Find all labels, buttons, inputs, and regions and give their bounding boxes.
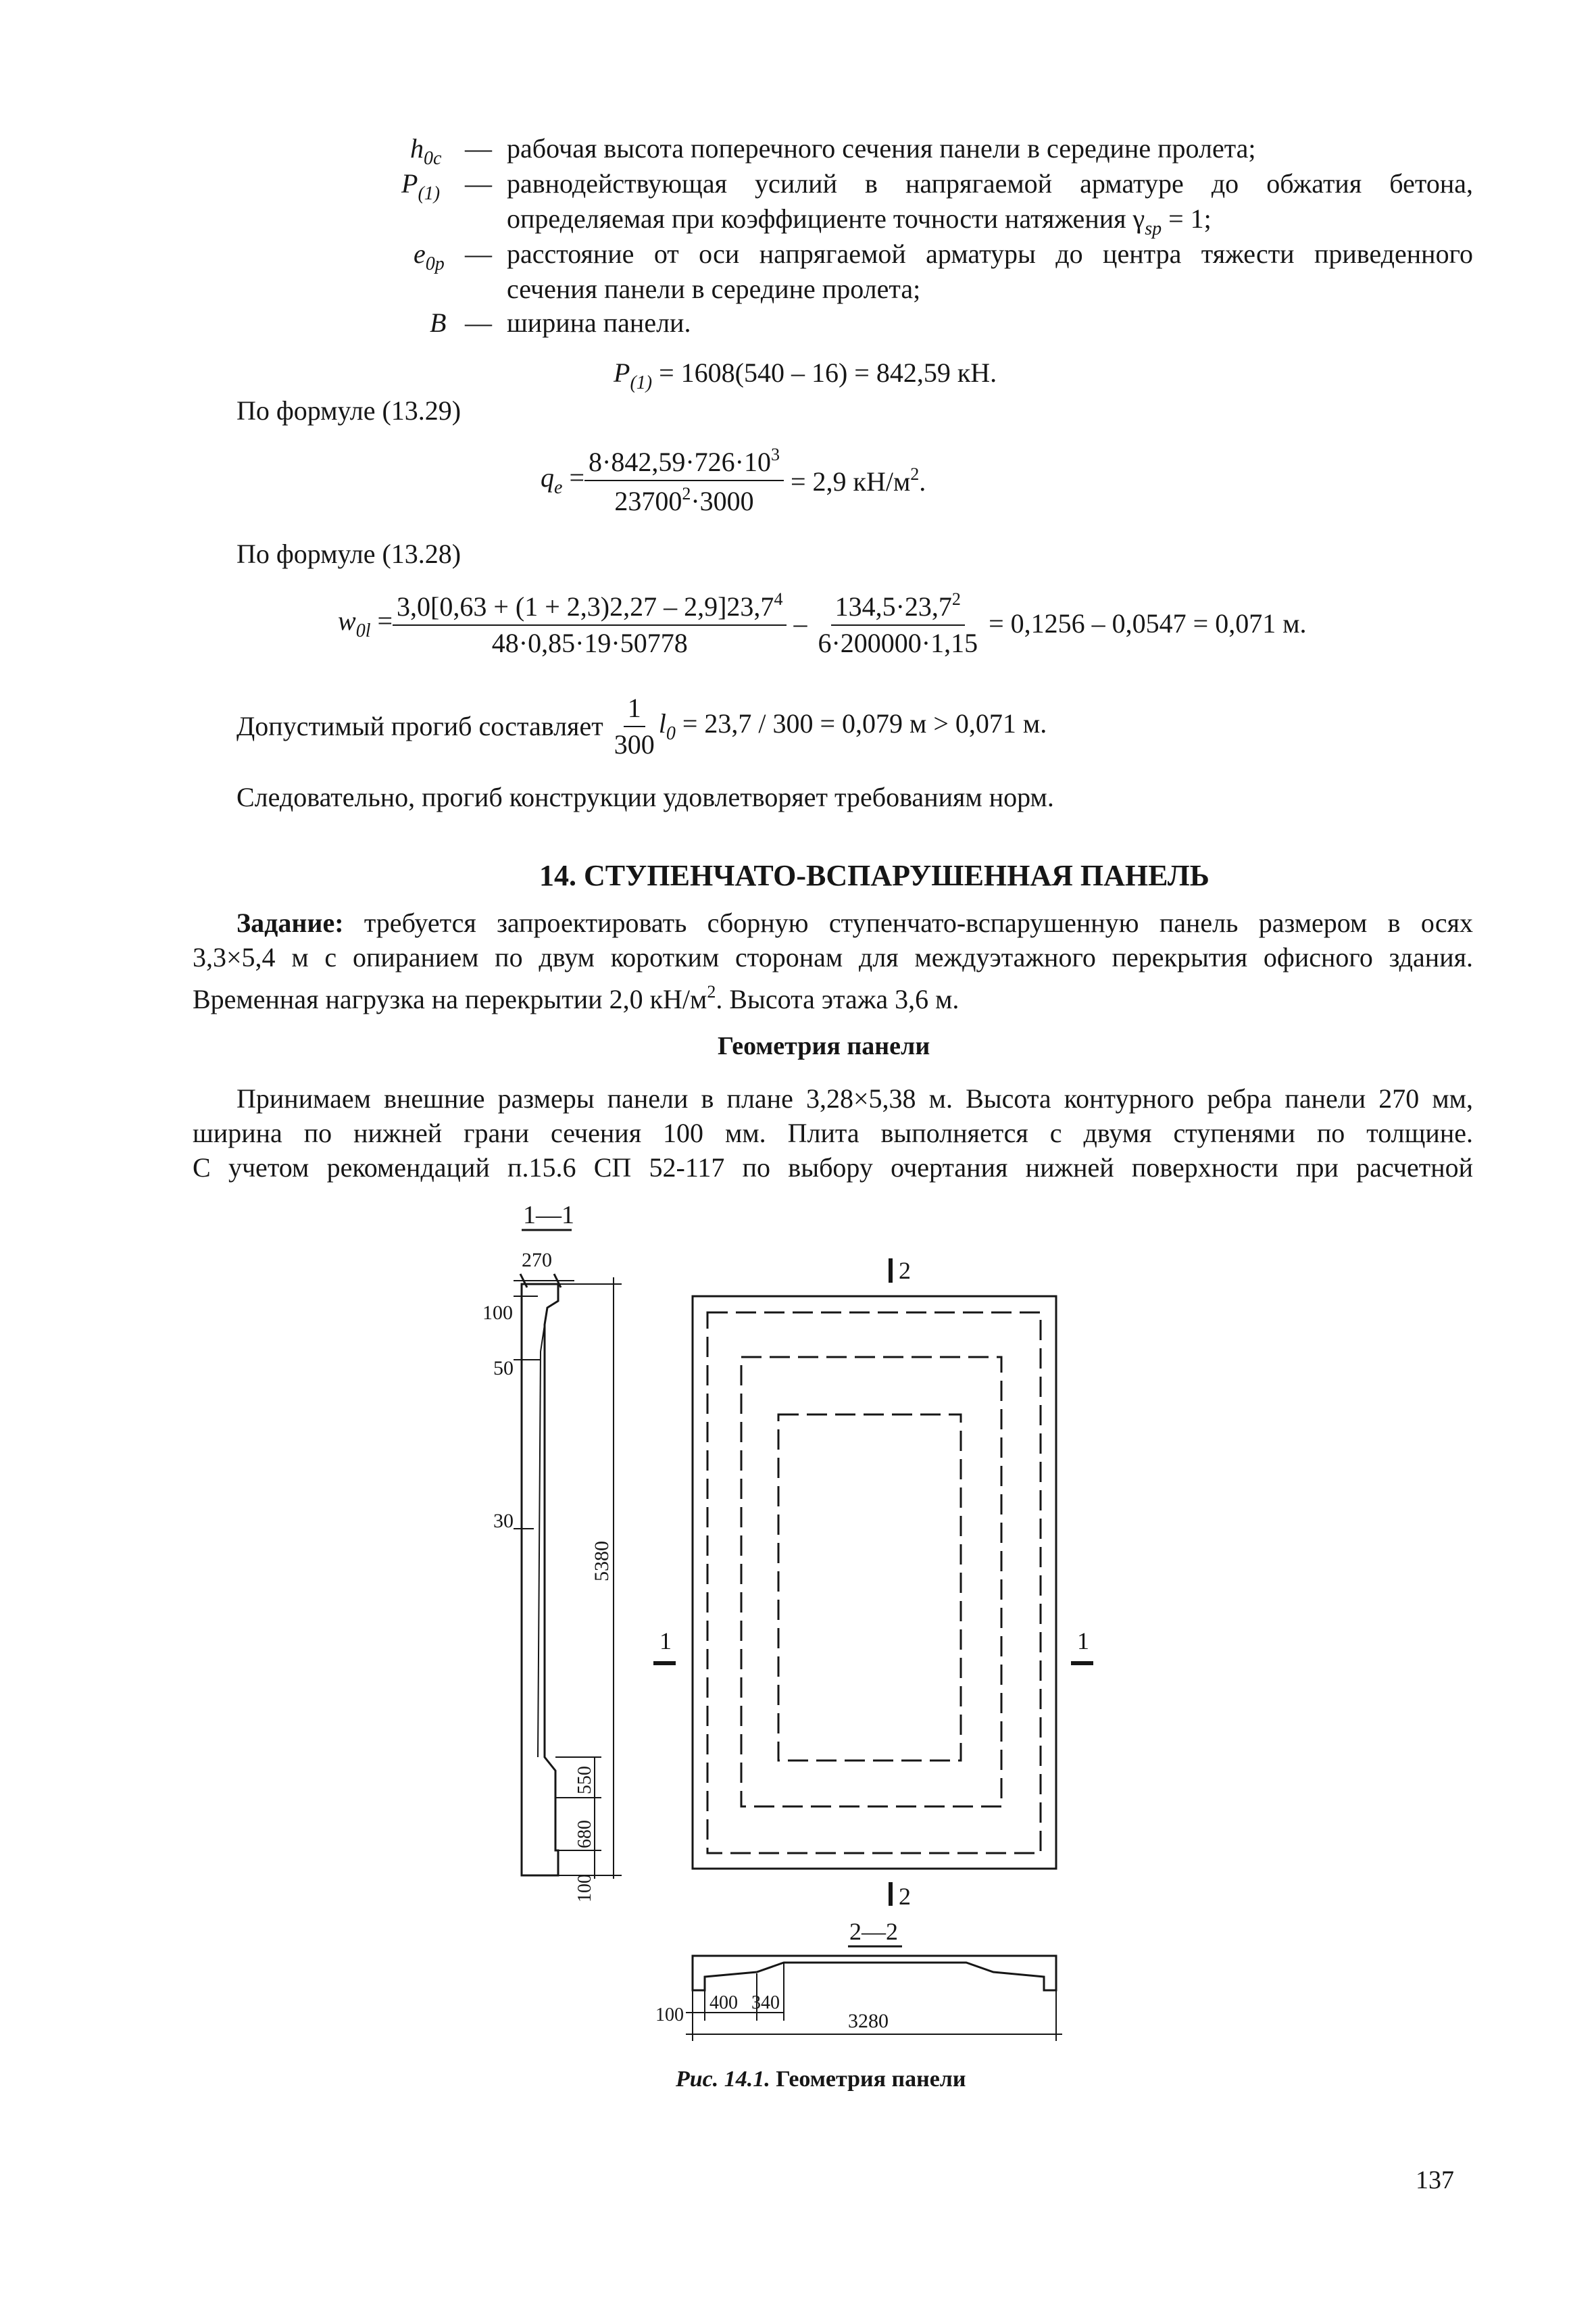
paragraph-line: Принимаем внешние размеры панели в плане 3,28×5,38 м. Высота контурного ребра панели 270 мм, [236,1083,1473,1114]
def-dash: — [465,133,492,164]
section-mark-label: 2 [899,1257,911,1284]
fraction-qe: $\frac{8\cdot 842,59\cdot 726\cdot 10^3}{23700^2\cdot 3000}$ [584,446,784,515]
def-text: расстояние от оси напрягаемой арматуры до центра тяжести приведенного [507,239,1473,269]
dim-label: 400 [709,1992,738,2013]
def-text: равнодействующая усилий в напрягаемой арматуре до обжатия бетона, [507,168,1473,199]
subheading: Геометрия панели [718,1032,930,1060]
def-text-continued: определяемая при коэффициенте точности натяжения $\gamma_{sp} = 1$; [507,203,1212,239]
equation-p1: $P_{(1)} = 1608(540 - 16) = 842,59$ кН. [614,358,997,393]
dim-label: 5380 [591,1541,613,1581]
dim-label: 100 [655,2004,684,2025]
plan-step-1 [741,1357,1001,1806]
equation-qe: $q_e$ = $\frac{8\cdot 842,59\cdot 726\cdot 10^3}{23700^2\cdot 3000}$ = 2,9 $кН/м^2$. [541,445,926,516]
def-symbol-b: B [430,307,447,338]
formula-reference: По формуле (13.28) [236,539,462,569]
section-label-1-1: 1—1 [523,1201,574,1229]
plan-view [653,1258,1093,1906]
def-dash: — [465,168,492,199]
fraction-w-part1: $\frac{3,0[0,63 + (1 + 2,3)2,27 - 2,9]23,7^4}{48\cdot 0,85\cdot 19\cdot 50778}$ [393,591,787,657]
section-label-2-2: 2—2 [849,1918,898,1945]
def-dash: — [465,239,492,269]
def-dash: — [465,307,492,338]
def-text: ширина панели. [507,307,691,338]
formula-reference: По формуле (13.29) [236,395,462,426]
task-line: Задание: требуется запроектировать сборную ступенчато-вспарушенную панель размером в осях [236,908,1473,938]
plan-step-2 [778,1414,961,1761]
def-symbol-e0p: $e_{0p}$ [414,239,445,274]
section-title: 14. СТУПЕНЧАТО-ВСПАРУШЕННАЯ ПАНЕЛЬ [539,859,1210,892]
dim-label: 270 [522,1249,552,1271]
paragraph-line: С учетом рекомендаций п.15.6 СП 52-117 по выбору очертания нижней поверхности при расчетной [193,1152,1473,1183]
paragraph-line: ширина по нижней грани сечения 100 мм. Плита выполняется с двумя ступенями по толщине. [193,1118,1473,1148]
allowable-deflection: Допустимый прогиб составляет $\frac{1}{300}$ $l_0 = 23,7 / 300 = 0,079$ м > 0,071 м. [236,693,1047,760]
task-line: 3,3×5,4 м с опиранием по двум коротким сторонам для междуэтажного перекрытия офисного здания. [193,942,1473,973]
equation-w0l: $w_{0l}$ = $\frac{3,0[0,63 + (1 + 2,3)2,27 - 2,9]23,7^4}{48\cdot 0,85\cdot 19\cdot 50778}$ – $\frac{134,5\cdot 23,7^2}{6\cdot 200000\cdot 1,15}$ = 0,1256 – 0,0547 = 0,071 м. [338,589,1307,658]
dim-label: 550 [574,1766,595,1794]
section-mark-label: 2 [899,1883,911,1910]
dim-label: 680 [574,1820,595,1848]
section-mark-label: 1 [659,1627,672,1654]
section-outline [693,1956,1056,1990]
page-number: 137 [1416,2166,1454,2194]
dim-label: 3280 [848,2010,889,2032]
dim-label: 340 [751,1992,780,2013]
fraction-w-part2: $\frac{134,5\cdot 23,7^2}{6\cdot 200000\cdot 1,15}$ [818,589,978,658]
fraction-1-300: $\frac{1}{300}$ [614,693,655,760]
dim-label: 50 [493,1357,514,1379]
section-mark-label: 1 [1077,1627,1089,1654]
dim-label: 30 [493,1510,514,1532]
task-line-last: Временная нагрузка на перекрытии 2,0 $кН/м^2$. Высота этажа 3,6 м. [193,982,959,1014]
dim-label: 100 [482,1302,513,1324]
conclusion: Следовательно, прогиб конструкции удовлетворяет требованиям норм. [236,782,1054,812]
def-symbol-h0c: $h_{0c}$ [410,133,442,169]
def-symbol-p1: $P_{(1)}$ [401,168,441,204]
plan-contour-rib [707,1312,1041,1853]
def-text: рабочая высота поперечного сечения панели в середине пролета; [507,133,1256,164]
def-text-continued: сечения панели в середине пролета; [507,274,921,304]
figure-caption: Рис. 14.1. Геометрия панели [676,2067,966,2092]
dim-label: 100 [574,1874,595,1902]
